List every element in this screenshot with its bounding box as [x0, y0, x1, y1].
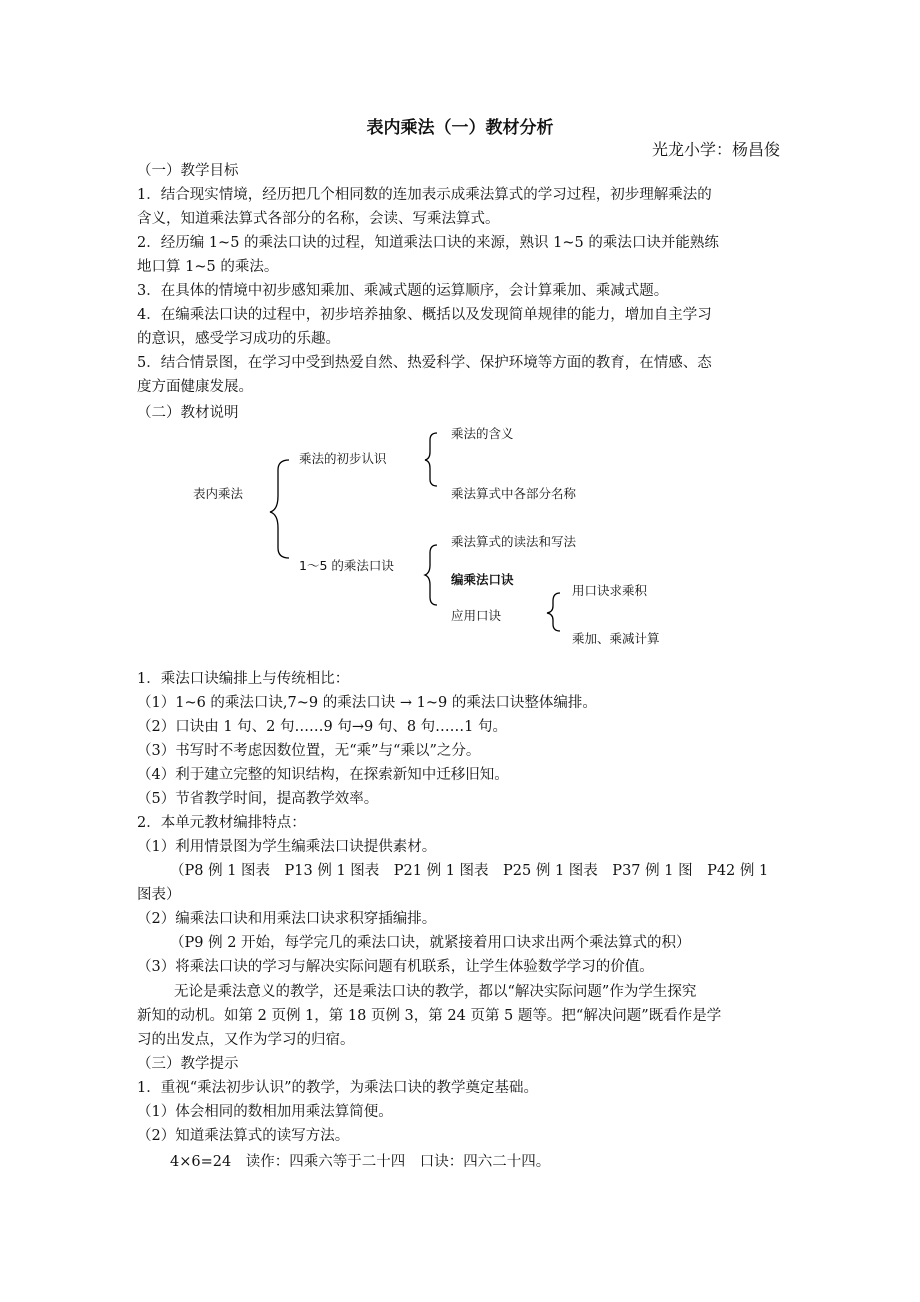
paragraph-line: 3．在具体的情境中初步感知乘加、乘减式题的运算顺序，会计算乘加、乘减式题。	[137, 283, 669, 299]
branch1-brace	[425, 433, 437, 486]
paragraph-line: 图表）	[137, 887, 181, 903]
paragraph-line: 习的出发点，又作为学习的归宿。	[137, 1032, 355, 1048]
paragraph-line: （P8 例 1 图表 P13 例 1 图表 P21 例 1 图表 P25 例 1 图表 P37 例 1 图 P42 例 1	[170, 863, 769, 879]
tree-branch1-label: 乘法的初步认识	[299, 451, 387, 466]
tree-leaf-label: 用口诀求乘积	[572, 583, 648, 598]
tree-node-label: 应用口诀	[451, 608, 502, 623]
paragraph-line: 5．结合情景图，在学习中受到热爱自然、热爱科学、保护环境等方面的教育，在情感、态	[137, 355, 712, 371]
root-brace	[270, 460, 289, 558]
section-heading-materials: （二）教材说明	[137, 405, 239, 421]
paragraph-line: （1）体会相同的数相加用乘法算简便。	[137, 1104, 393, 1120]
apply-brace	[547, 593, 560, 631]
paragraph-line: 新知的动机。如第 2 页例 1，第 18 页例 3，第 24 页第 5 题等。把“解决问题”既看作是学	[137, 1008, 722, 1024]
tree-leaf-label: 乘法的含义	[451, 426, 514, 441]
tree-leaf-label: 乘法算式的读法和写法	[451, 534, 577, 549]
tree-leaf-label: 乘法算式中各部分名称	[451, 486, 577, 501]
paragraph-line: 的意识，感受学习成功的乐趣。	[137, 331, 340, 347]
paragraph-line: （2）口诀由 1 句、2 句……9 句→9 句、8 句……1 句。	[137, 719, 507, 735]
paragraph-line: 2．本单元教材编排特点：	[137, 815, 306, 831]
paragraph-line: 度方面健康发展。	[137, 379, 253, 395]
paragraph-line: （5）节省教学时间，提高教学效率。	[137, 791, 379, 807]
tree-leaf-label: 乘加、乘减计算	[572, 631, 660, 646]
tree-root-label: 表内乘法	[193, 486, 244, 501]
paragraph-line: 1．乘法口诀编排上与传统相比：	[137, 671, 350, 687]
paragraph-line: （3）将乘法口诀的学习与解决实际问题有机联系，让学生体验数学学习的价值。	[137, 959, 654, 975]
tree-branch2-label: 1～5 的乘法口诀	[299, 558, 394, 573]
section-heading-goals: （一）教学目标	[137, 163, 239, 179]
paragraph-line: 1．结合现实情境，经历把几个相同数的连加表示成乘法算式的学习过程，初步理解乘法的	[137, 187, 712, 203]
paragraph-line: 无论是乘法意义的教学，还是乘法口诀的教学，都以“解决实际问题”作为学生探究	[174, 984, 697, 1000]
paragraph-line: （P9 例 2 开始，每学完几的乘法口诀，就紧接着用口诀求出两个乘法算式的积）	[170, 935, 691, 951]
paragraph-line: 含义，知道乘法算式各部分的名称，会读、写乘法算式。	[137, 211, 500, 227]
page-title: 表内乘法（一）教材分析	[366, 118, 554, 138]
paragraph-line: 地口算 1~5 的乘法。	[137, 259, 279, 275]
paragraph-line: 1．重视“乘法初步认识”的教学，为乘法口诀的教学奠定基础。	[137, 1080, 539, 1096]
paragraph-line: 4．在编乘法口诀的过程中，初步培养抽象、概括以及发现简单规律的能力，增加自主学习	[137, 307, 712, 323]
paragraph-line: （4）利于建立完整的知识结构，在探索新知中迁移旧知。	[137, 767, 509, 783]
paragraph-line: （3）书写时不考虑因数位置，无“乘”与“乘以”之分。	[137, 743, 481, 759]
author-line: 光龙小学：杨昌俊	[651, 140, 780, 159]
section-heading-tips: （三）教学提示	[137, 1056, 239, 1072]
tree-leaf-label: 编乘法口诀	[451, 572, 514, 587]
paragraph-line: 4×6=24 读作：四乘六等于二十四 口诀：四六二十四。	[170, 1154, 551, 1170]
paragraph-line: （1）利用情景图为学生编乘法口诀提供素材。	[137, 839, 437, 855]
paragraph-line: 2．经历编 1~5 的乘法口诀的过程，知道乘法口诀的来源，熟识 1~5 的乘法口诀并能熟练	[137, 235, 719, 251]
paragraph-line: （2）编乘法口诀和用乘法口诀求积穿插编排。	[137, 911, 437, 927]
paragraph-line: （1）1~6 的乘法口诀,7~9 的乘法口诀 → 1~9 的乘法口诀整体编排。	[137, 695, 597, 711]
paragraph-line: （2）知道乘法算式的读写方法。	[137, 1128, 350, 1144]
branch2-brace	[425, 545, 437, 605]
